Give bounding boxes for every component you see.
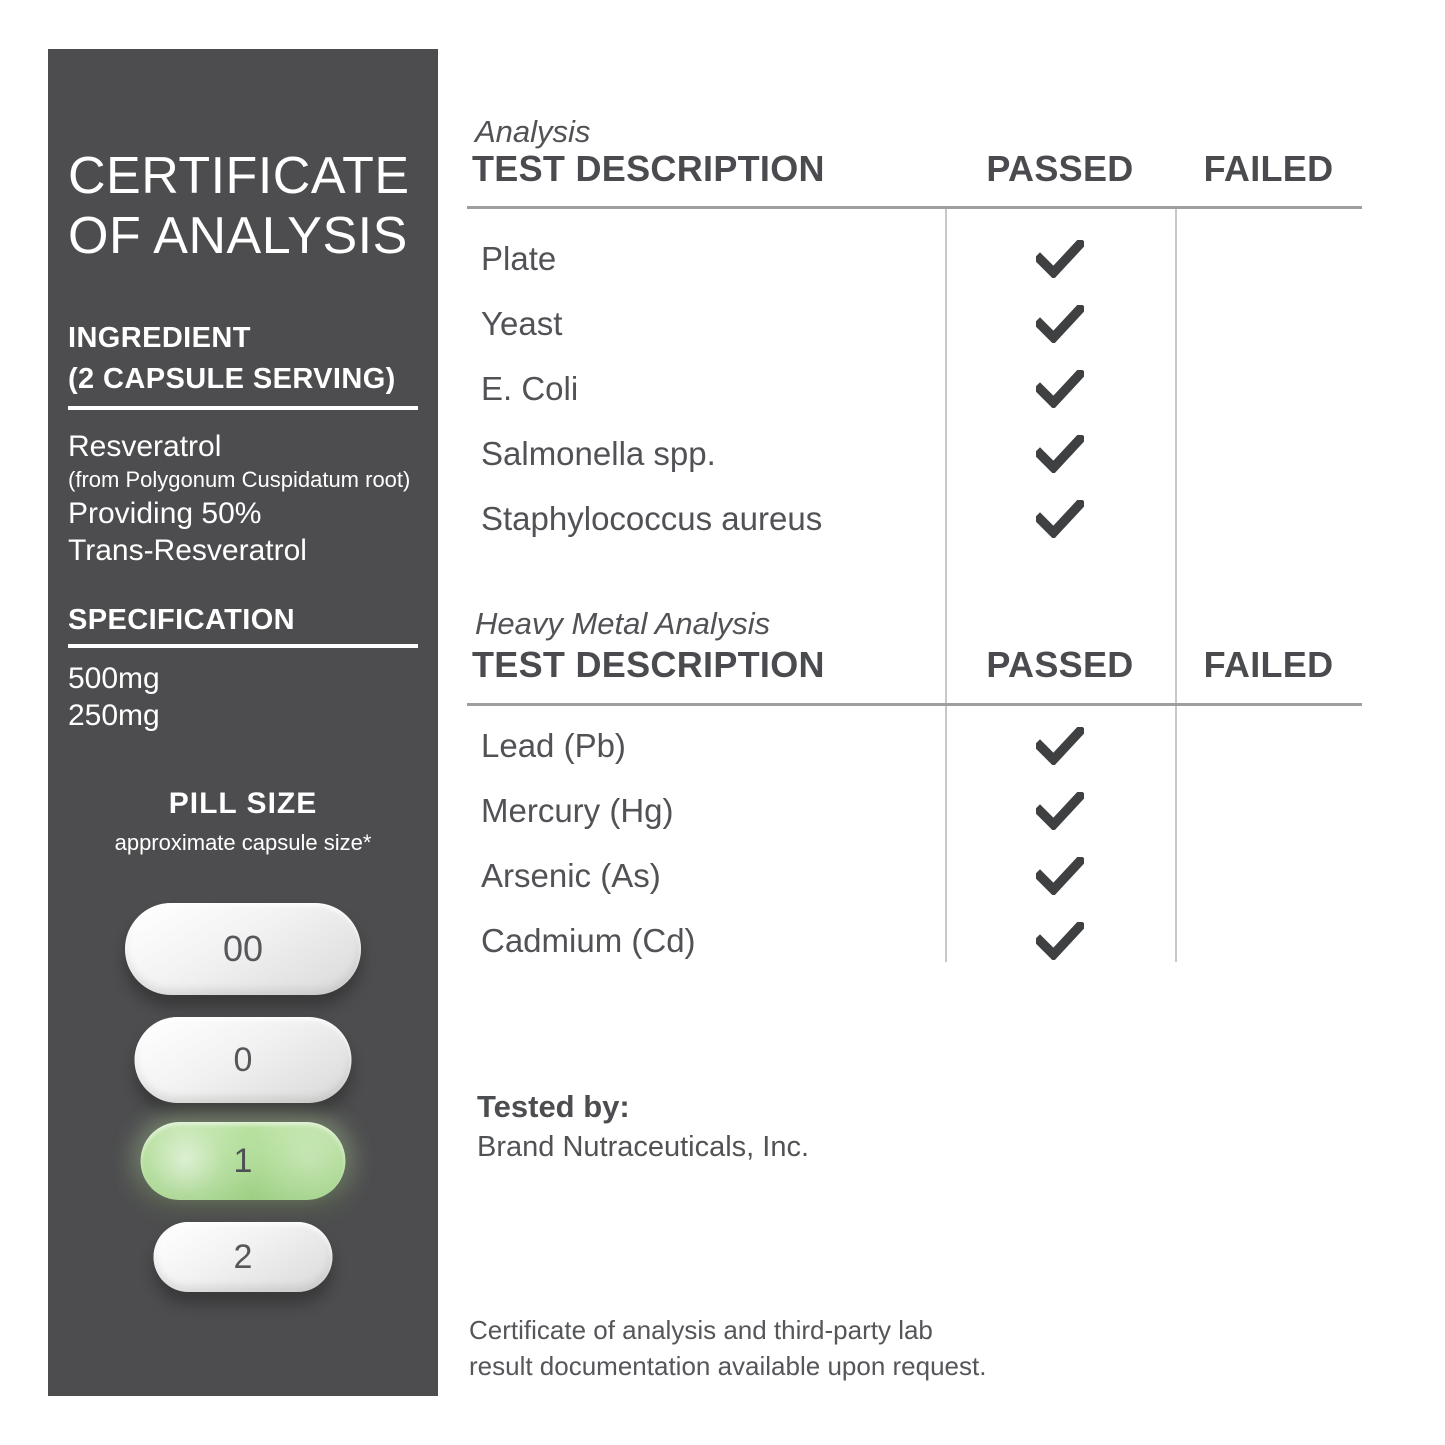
column-header-failed: FAILED: [1203, 148, 1334, 189]
specification-heading: SPECIFICATION: [68, 604, 296, 636]
specification-value-2: 250mg: [68, 699, 160, 732]
capsule-size-2: [154, 1222, 333, 1292]
test-description: Plate: [481, 239, 557, 277]
heavy-metal-table-header: [467, 644, 1362, 686]
check-icon: [1036, 500, 1084, 538]
ingredient-providing-line2: Trans-Resveratrol: [68, 534, 307, 567]
table-row: [467, 843, 1362, 908]
capsule-size-00: [125, 903, 361, 995]
column-header-test-description: TEST DESCRIPTION: [472, 644, 825, 685]
footer-note-line1: Certificate of analysis and third-party lab: [469, 1315, 933, 1345]
check-icon: [1036, 857, 1084, 895]
capsule-size-1-label: 1: [233, 1141, 253, 1180]
check-icon: [1036, 240, 1084, 278]
capsule-size-0-label: 0: [233, 1040, 253, 1079]
footer-note: [469, 1312, 986, 1384]
check-icon: [1036, 922, 1084, 960]
check-icon: [1036, 435, 1084, 473]
tested-by-value: Brand Nutraceuticals, Inc.: [477, 1131, 810, 1163]
analysis-table-body: [467, 226, 1362, 551]
table-row: [467, 713, 1362, 778]
test-description: E. Coli: [481, 369, 579, 407]
heavy-metal-section-label: Heavy Metal Analysis: [475, 606, 771, 641]
pill-size-heading: PILL SIZE: [168, 787, 318, 820]
test-description: Mercury (Hg): [481, 791, 674, 829]
test-description: Yeast: [481, 304, 563, 342]
ingredient-providing-line1: Providing 50%: [68, 497, 262, 530]
test-description: Lead (Pb): [481, 726, 626, 764]
capsule-size-1-highlighted: [141, 1122, 346, 1200]
check-icon: [1036, 370, 1084, 408]
passed-cell: [945, 727, 1175, 765]
column-header-test-description: TEST DESCRIPTION: [472, 148, 825, 189]
passed-cell: [945, 857, 1175, 895]
specification-value-1: 500mg: [68, 662, 160, 695]
table-row: [467, 908, 1362, 973]
passed-cell: [945, 922, 1175, 960]
passed-cell: [945, 435, 1175, 473]
table-row: [467, 291, 1362, 356]
column-header-failed: FAILED: [1203, 644, 1334, 685]
passed-cell: [945, 240, 1175, 278]
specification-values: [68, 660, 160, 734]
ingredient-heading: [68, 318, 396, 400]
table-row: [467, 778, 1362, 843]
page-title-line1: CERTIFICATE: [68, 146, 410, 205]
test-description: Staphylococcus aureus: [481, 499, 823, 537]
ingredient-name: Resveratrol: [68, 430, 222, 463]
analysis-results-pane: [467, 0, 1362, 1445]
capsule-size-00-label: 00: [222, 928, 264, 969]
pill-size-subheading: approximate capsule size*: [114, 830, 372, 855]
ingredient-divider: [68, 406, 418, 410]
test-description: Cadmium (Cd): [481, 921, 696, 959]
column-header-passed: PASSED: [986, 148, 1134, 189]
page-title-line2: OF ANALYSIS: [68, 206, 408, 265]
check-icon: [1036, 305, 1084, 343]
passed-cell: [945, 792, 1175, 830]
ingredient-heading-line2: (2 CAPSULE SERVING): [68, 363, 396, 395]
capsule-size-2-label: 2: [233, 1237, 253, 1276]
passed-cell: [945, 500, 1175, 538]
check-icon: [1036, 727, 1084, 765]
footer-note-line2: result documentation available upon request.: [469, 1351, 987, 1381]
capsule-size-0: [135, 1017, 352, 1103]
table-row: [467, 486, 1362, 551]
passed-cell: [945, 370, 1175, 408]
tested-by-label: Tested by:: [477, 1089, 630, 1124]
test-description: Salmonella spp.: [481, 434, 716, 472]
page-title: [68, 146, 410, 266]
ingredient-source-note: (from Polygonum Cuspidatum root): [68, 467, 411, 492]
tested-by-block: [477, 1086, 809, 1166]
passed-cell: [945, 305, 1175, 343]
heavy-metal-table-body: [467, 713, 1362, 973]
table-row: [467, 226, 1362, 291]
sidebar-panel: [48, 49, 438, 1396]
table-row: [467, 356, 1362, 421]
test-description: Arsenic (As): [481, 856, 661, 894]
column-header-passed: PASSED: [986, 644, 1134, 685]
analysis-section-label: Analysis: [475, 114, 591, 149]
check-icon: [1036, 792, 1084, 830]
analysis-table-header: [467, 148, 1362, 190]
ingredient-heading-line1: INGREDIENT: [68, 322, 251, 354]
analysis-table-header-rule: [467, 206, 1362, 209]
heavy-metal-table-header-rule: [467, 703, 1362, 706]
specification-divider: [68, 644, 418, 648]
ingredient-details: [68, 428, 410, 569]
table-row: [467, 421, 1362, 486]
